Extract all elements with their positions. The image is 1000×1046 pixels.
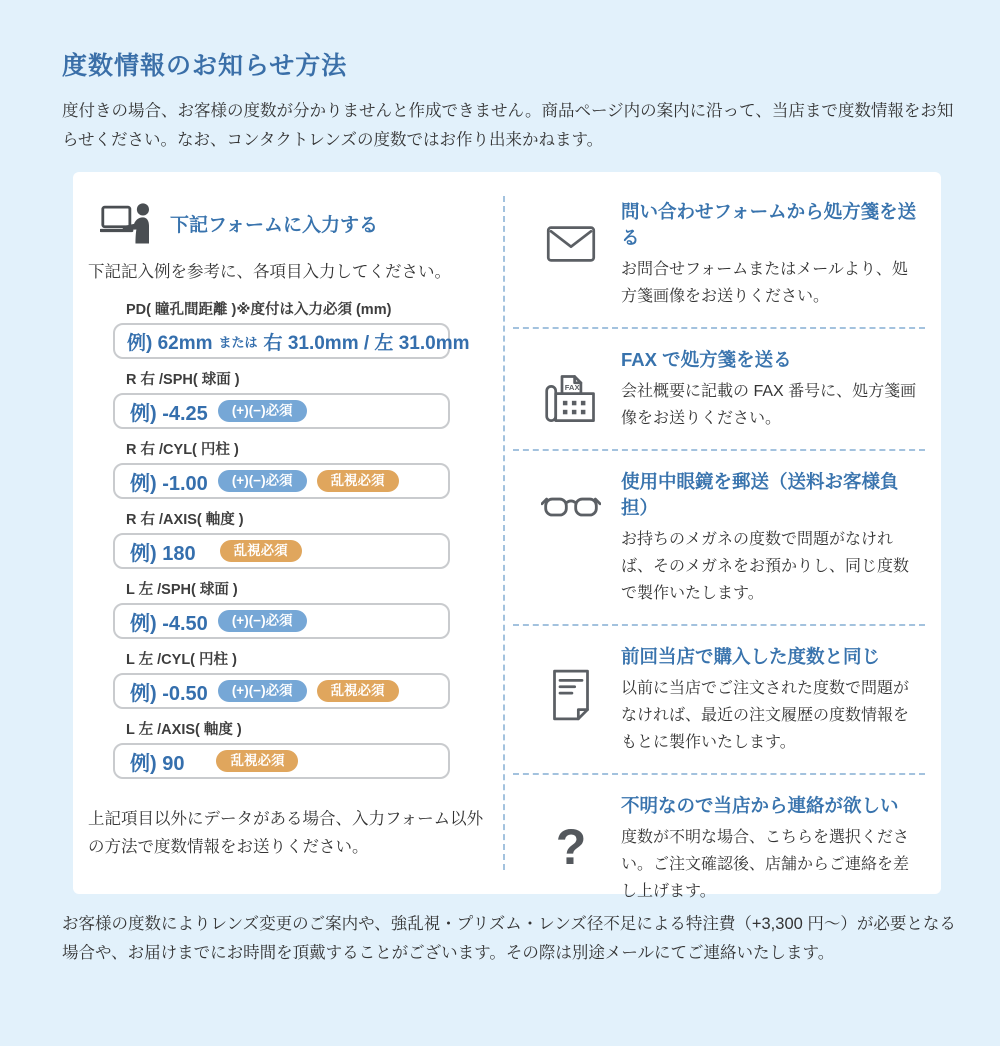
method-body: 度数が不明な場合、こちらを選択ください。ご注文確認後、店舗からご連絡を差し上げます。 (621, 829, 910, 900)
field-label: PD( 瞳孔間距離 )※度付は入力必須 (mm) (126, 302, 392, 318)
method-fax (505, 346, 927, 432)
field-example-value: 例) 62mm (127, 332, 213, 354)
field-label: L 左 /SPH( 球面 ) (126, 582, 238, 598)
sign-required-badge: (+)(−)必須 (218, 680, 307, 702)
field-example-box (113, 533, 450, 569)
field-example-value: 例) 90 (130, 752, 185, 775)
method-contact-form (505, 198, 927, 310)
field-example-value: 例) -4.25 (130, 402, 208, 425)
astigmatism-required-badge: 乱視必須 (317, 470, 399, 492)
footer-paragraph: お客様の度数によりレンズ変更のご案内や、強乱視・プリズム・レンズ径不足による特注費（+3,300 円～）が必要となる場合や、お届けまでにお時間を頂戴することがございます。その際は別途メールにてご連絡いたします。 (62, 915, 956, 962)
field-label: R 右 /CYL( 円柱 ) (126, 442, 239, 458)
method-heading: 前回当店で購入した度数と同じ (621, 646, 881, 667)
fax-icon (542, 372, 600, 426)
form-instruction: 下記記入例を参考に、各項目入力してください。 (88, 263, 451, 281)
alternative-methods-section (505, 172, 941, 900)
page-title: 度数情報のお知らせ方法 (62, 52, 348, 80)
method-previous-order (505, 643, 927, 756)
mail-icon (545, 224, 597, 264)
intro-paragraph: 度付きの場合、お客様の度数が分かりませんと作成できません。商品ページ内の案内に沿って、当店まで度数情報をお知らせください。なお、コンタクトレンズの度数ではお作り出来かねます。 (62, 102, 954, 149)
method-heading: 問い合わせフォームから処方箋を送る (621, 201, 917, 248)
method-body: 以前に当店でご注文された度数で問題がなければ、最近の注文履歴の度数情報をもとに製作いたします。 (621, 680, 910, 751)
sign-required-badge: (+)(−)必須 (218, 610, 307, 632)
form-section-header (100, 200, 503, 246)
field-r-sph (113, 368, 503, 429)
field-l-axis (113, 718, 503, 779)
field-label: L 左 /CYL( 円柱 ) (126, 652, 237, 668)
method-heading: 不明なので当店から連絡が欲しい (621, 795, 899, 816)
field-example-box (113, 603, 450, 639)
field-example-box (113, 743, 450, 779)
field-label: L 左 /AXIS( 軸度 ) (126, 722, 242, 738)
form-example-fields (113, 298, 503, 779)
astigmatism-required-badge: 乱視必須 (216, 750, 298, 772)
methods-card (73, 172, 941, 900)
method-body: お持ちのメガネの度数で問題がなければ、そのメガネをお預かりし、同じ度数で製作いたします。 (621, 531, 910, 602)
field-example-connector: または (218, 334, 258, 350)
dashed-separator (513, 327, 925, 329)
field-label: R 右 /AXIS( 軸度 ) (126, 512, 244, 528)
field-example-box (113, 463, 450, 499)
field-example-value: 例) -1.00 (130, 472, 208, 495)
field-l-cyl (113, 648, 503, 709)
method-mail-glasses (505, 468, 927, 607)
field-pd (113, 298, 503, 359)
field-example-box (113, 393, 450, 429)
prescription-info-page (0, 46, 1000, 1046)
document-icon (549, 669, 593, 721)
field-example-box (113, 323, 470, 359)
method-body: 会社概要に記載の FAX 番号に、処方箋画像をお送りください。 (621, 383, 917, 427)
field-l-sph (113, 578, 503, 639)
field-r-cyl (113, 438, 503, 499)
method-heading: FAX で処方箋を送る (621, 349, 792, 370)
glasses-icon (541, 494, 601, 521)
form-section-heading: 下記フォームに入力する (170, 214, 379, 236)
method-unknown-contact (505, 792, 927, 905)
field-example-value: 例) 180 (130, 542, 196, 565)
fax-icon-label: FAX (564, 383, 580, 392)
field-example-value2: 右 31.0mm / 左 31.0mm (263, 332, 470, 354)
field-example-value: 例) -4.50 (130, 612, 208, 635)
astigmatism-required-badge: 乱視必須 (220, 540, 302, 562)
method-body: お問合せフォームまたはメールより、処方箋画像をお送りください。 (621, 261, 908, 305)
dashed-separator (513, 449, 925, 451)
sign-required-badge: (+)(−)必須 (218, 470, 307, 492)
pc-person-icon (100, 200, 156, 246)
field-label: R 右 /SPH( 球面 ) (126, 372, 240, 388)
form-input-section (73, 172, 503, 894)
dashed-separator (513, 624, 925, 626)
field-r-axis (113, 508, 503, 569)
form-note: 上記項目以外にデータがある場合、入力フォーム以外の方法で度数情報をお送りください。 (88, 810, 484, 856)
question-icon: ? (555, 819, 587, 875)
field-example-box (113, 673, 450, 709)
field-example-value: 例) -0.50 (130, 682, 208, 705)
dashed-separator (513, 773, 925, 775)
method-heading: 使用中眼鏡を郵送（送料お客様負担） (621, 471, 899, 518)
sign-required-badge: (+)(−)必須 (218, 400, 307, 422)
astigmatism-required-badge: 乱視必須 (317, 680, 399, 702)
